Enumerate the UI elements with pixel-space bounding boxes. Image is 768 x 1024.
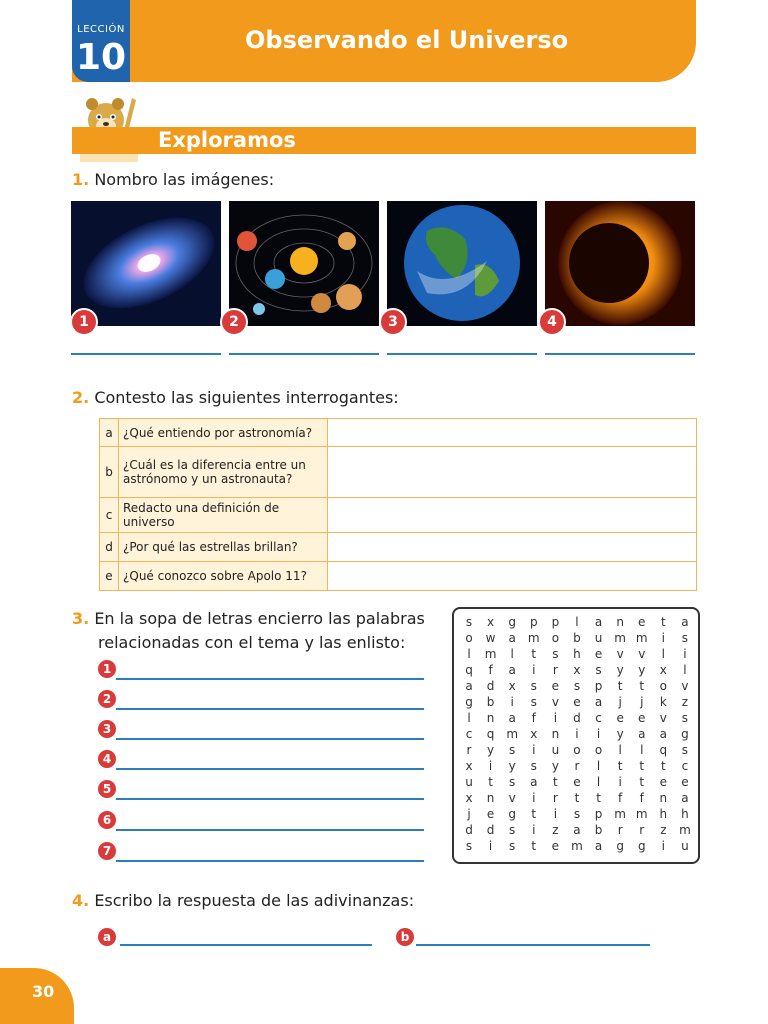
word-search-letter[interactable]: t: [574, 791, 580, 805]
word-search-letter[interactable]: m: [614, 807, 626, 821]
word-search-letter[interactable]: d: [573, 711, 581, 725]
word-search-letter[interactable]: t: [596, 791, 601, 805]
word-search-letter[interactable]: a: [638, 727, 646, 741]
riddle-label-b: b: [396, 928, 414, 946]
word-search-letter[interactable]: q: [465, 663, 473, 677]
word-search-letter[interactable]: m: [527, 631, 540, 645]
question-4: [72, 891, 414, 910]
word-search-letter[interactable]: m: [506, 727, 519, 741]
word-search-letter[interactable]: s: [509, 839, 516, 853]
riddle-answer-line-b[interactable]: [416, 944, 650, 946]
word-search-letter[interactable]: j: [467, 807, 471, 821]
eclipse-image: [545, 201, 695, 326]
word-search-letter[interactable]: i: [553, 711, 558, 725]
lesson-word: LECCIÓN: [77, 24, 125, 35]
list-number: 4: [98, 750, 116, 768]
word-search-letter[interactable]: m: [635, 631, 648, 645]
word-search-letter[interactable]: o: [659, 679, 668, 693]
word-search-letter[interactable]: x: [508, 679, 516, 693]
word-search-letter[interactable]: l: [596, 775, 601, 789]
word-search-letter[interactable]: u: [551, 743, 560, 757]
row-question: ¿Por qué las estrellas brillan?: [119, 533, 328, 562]
word-search-letter[interactable]: s: [530, 759, 537, 773]
table-row: [100, 562, 697, 591]
word-search-letter[interactable]: t: [553, 775, 558, 789]
word-search-row: [462, 839, 692, 855]
question-1-number: 1.: [72, 170, 90, 189]
word-search-letter[interactable]: r: [639, 823, 645, 837]
word-search-letter[interactable]: t: [617, 759, 623, 773]
word-search-letter[interactable]: a: [508, 631, 516, 645]
word-search-letter[interactable]: n: [486, 791, 495, 805]
word-search-row: [462, 631, 692, 647]
word-search-letter[interactable]: y: [616, 727, 624, 741]
word-search-letter[interactable]: m: [635, 807, 648, 821]
word-search-letter[interactable]: v: [681, 679, 689, 693]
word-search-letter[interactable]: a: [508, 663, 516, 677]
word-search-letter[interactable]: h: [681, 807, 689, 821]
word-search-letter[interactable]: l: [510, 647, 514, 661]
word-search-letter[interactable]: s: [573, 679, 581, 693]
list-item[interactable]: [98, 720, 424, 740]
word-search-letter[interactable]: l: [467, 647, 471, 661]
list-answer-line[interactable]: [116, 829, 424, 831]
row-question: ¿Qué entiendo por astronomía?: [119, 419, 328, 447]
word-search-letter[interactable]: t: [531, 647, 537, 661]
question-4-number: 4.: [72, 891, 90, 910]
list-item[interactable]: [98, 660, 424, 680]
word-search-letter[interactable]: e: [486, 807, 495, 821]
word-search-letter[interactable]: x: [487, 615, 495, 629]
row-letter: c: [100, 498, 119, 533]
word-search-letter[interactable]: t: [488, 775, 493, 789]
image-label-1: 1: [70, 308, 98, 336]
section-title: Exploramos: [158, 128, 296, 152]
question-3-text-line2: relacionadas con el tema y las enlisto:: [98, 633, 406, 652]
list-answer-line[interactable]: [116, 860, 424, 862]
word-search-letter[interactable]: d: [486, 823, 495, 837]
word-search-letter[interactable]: s: [552, 647, 559, 661]
word-search-letter[interactable]: w: [485, 631, 496, 645]
word-search-letter[interactable]: e: [681, 775, 689, 789]
word-search-letter[interactable]: g: [637, 839, 646, 853]
row-answer-cell[interactable]: [328, 562, 697, 591]
word-search-letter[interactable]: g: [508, 807, 516, 821]
word-search-letter[interactable]: g: [681, 727, 689, 741]
word-search-letter[interactable]: b: [486, 695, 495, 709]
word-search-row: [462, 743, 692, 759]
question-1-text: Nombro las imágenes:: [94, 170, 275, 189]
word-search-letter[interactable]: e: [616, 711, 624, 725]
word-search-letter[interactable]: z: [660, 823, 667, 837]
word-search-letter[interactable]: y: [487, 743, 495, 757]
word-search-letter[interactable]: y: [638, 663, 646, 677]
word-search-letter[interactable]: d: [486, 679, 495, 693]
word-search-letter[interactable]: u: [465, 775, 473, 789]
word-search-letter[interactable]: e: [551, 679, 560, 693]
image-label-2: 2: [220, 308, 248, 336]
list-answer-line[interactable]: [116, 678, 424, 680]
word-search-letter[interactable]: r: [466, 743, 472, 757]
word-search-letter[interactable]: t: [639, 679, 645, 693]
word-search-letter[interactable]: x: [573, 663, 581, 677]
word-search-letter[interactable]: p: [529, 615, 538, 629]
word-search-letter[interactable]: p: [551, 615, 560, 629]
word-search-letter[interactable]: g: [465, 695, 473, 709]
row-answer-cell[interactable]: [328, 533, 697, 562]
word-search-letter[interactable]: i: [488, 759, 493, 773]
word-search-letter[interactable]: s: [681, 711, 689, 725]
word-search-letter[interactable]: s: [509, 775, 516, 789]
list-number: 6: [98, 811, 116, 829]
list-item[interactable]: [98, 780, 424, 800]
word-search-letter[interactable]: a: [681, 791, 689, 805]
word-search-letter[interactable]: t: [531, 807, 537, 821]
word-search-letter[interactable]: a: [573, 823, 581, 837]
word-search-letter[interactable]: i: [553, 807, 558, 821]
list-item[interactable]: [98, 690, 424, 710]
word-search-letter[interactable]: v: [508, 791, 516, 805]
word-search-letter[interactable]: i: [532, 663, 536, 677]
table-row: [100, 419, 697, 447]
image-label-4: 4: [538, 308, 566, 336]
word-search-letter[interactable]: n: [551, 727, 560, 741]
word-search-row: [462, 695, 692, 711]
word-search-letter[interactable]: f: [488, 663, 493, 677]
word-search-letter[interactable]: f: [618, 791, 623, 805]
list-answer-line[interactable]: [116, 798, 424, 800]
word-search-row: [462, 711, 692, 727]
word-search-letter[interactable]: p: [594, 807, 603, 821]
riddle-answer-line-a[interactable]: [120, 944, 372, 946]
list-number: 2: [98, 690, 116, 708]
row-answer-cell[interactable]: [328, 498, 697, 533]
word-search-letter[interactable]: c: [681, 759, 689, 773]
word-search-letter[interactable]: a: [508, 711, 516, 725]
list-number: 1: [98, 660, 116, 678]
word-search-letter[interactable]: z: [552, 823, 559, 837]
word-search-letter[interactable]: s: [573, 807, 581, 821]
question-4-text: Escribo la respuesta de las adivinanzas:: [94, 891, 415, 910]
list-number: 3: [98, 720, 116, 738]
word-search-letter[interactable]: x: [530, 727, 538, 741]
word-search-letter[interactable]: j: [640, 695, 644, 709]
word-search-letter[interactable]: e: [638, 615, 646, 629]
page-title: Observando el Universo: [245, 26, 569, 54]
word-search-letter[interactable]: i: [532, 791, 536, 805]
word-search-letter[interactable]: i: [661, 631, 666, 645]
list-number: 7: [98, 842, 116, 860]
word-search-letter[interactable]: y: [508, 759, 516, 773]
answer-line-1[interactable]: [71, 353, 221, 355]
word-search-letter[interactable]: r: [552, 663, 558, 677]
word-search-row: [462, 615, 692, 631]
word-search-letter[interactable]: a: [681, 615, 689, 629]
word-search-letter[interactable]: j: [618, 695, 622, 709]
word-search-row: [462, 647, 692, 663]
word-search-letter[interactable]: s: [509, 743, 516, 757]
word-search-letter[interactable]: s: [530, 679, 537, 693]
word-search-letter[interactable]: k: [659, 695, 667, 709]
word-search-letter[interactable]: m: [614, 631, 626, 645]
word-search-letter[interactable]: c: [595, 711, 602, 725]
word-search-row: [462, 775, 692, 791]
word-search-letter[interactable]: u: [681, 839, 689, 853]
word-search-letter[interactable]: s: [509, 823, 516, 837]
word-search-letter[interactable]: s: [465, 615, 473, 629]
word-search-row: [462, 727, 692, 743]
word-search-letter[interactable]: t: [660, 759, 666, 773]
list-answer-line[interactable]: [116, 738, 424, 740]
word-search-letter[interactable]: n: [486, 711, 495, 725]
word-search-letter[interactable]: y: [551, 759, 559, 773]
word-search-letter[interactable]: e: [638, 711, 646, 725]
word-search-letter[interactable]: l: [467, 711, 471, 725]
word-search-letter[interactable]: i: [661, 839, 666, 853]
galaxy-image: [71, 201, 221, 326]
table-row: [100, 447, 697, 498]
word-search-letter[interactable]: x: [659, 663, 667, 677]
word-search-letter[interactable]: b: [573, 631, 581, 645]
list-item[interactable]: [98, 750, 424, 770]
word-search-letter[interactable]: t: [531, 839, 537, 853]
word-search-letter[interactable]: g: [616, 839, 624, 853]
word-search-letter[interactable]: v: [551, 695, 559, 709]
row-question: ¿Qué conozco sobre Apolo 11?: [119, 562, 328, 591]
word-search-letter[interactable]: r: [552, 791, 558, 805]
row-letter: b: [100, 447, 119, 498]
question-1: [72, 170, 274, 189]
page-number: 30: [32, 982, 55, 1001]
word-search-letter[interactable]: c: [465, 727, 473, 741]
word-search-row: [462, 679, 692, 695]
row-answer-cell[interactable]: [328, 447, 697, 498]
image-label-3: 3: [379, 308, 407, 336]
word-search-letter[interactable]: t: [639, 759, 645, 773]
word-search-letter[interactable]: m: [571, 839, 583, 853]
row-question: Redacto una definición de universo: [119, 498, 328, 533]
word-search-letter[interactable]: s: [595, 663, 602, 677]
word-search-letter[interactable]: o: [594, 743, 603, 757]
question-3-number: 3.: [72, 609, 90, 628]
word-search-letter[interactable]: i: [532, 743, 536, 757]
word-search-letter[interactable]: n: [659, 791, 668, 805]
word-search-letter[interactable]: l: [575, 615, 579, 629]
word-search-letter[interactable]: e: [659, 775, 668, 789]
list-answer-line[interactable]: [116, 768, 424, 770]
word-search-letter[interactable]: t: [617, 679, 623, 693]
question-2-text: Contesto las siguientes interrogantes:: [94, 388, 399, 407]
word-search-row: [462, 759, 692, 775]
word-search-letter[interactable]: e: [573, 775, 581, 789]
word-search-letter[interactable]: t: [660, 615, 666, 629]
word-search-letter[interactable]: l: [683, 663, 687, 677]
questions-table: [99, 418, 697, 591]
table-row: [100, 498, 697, 533]
word-search-letter[interactable]: a: [659, 727, 668, 741]
word-search-letter[interactable]: i: [618, 775, 622, 789]
word-search-letter[interactable]: d: [465, 823, 473, 837]
lesson-number: 10: [75, 37, 127, 78]
word-search-letter[interactable]: h: [573, 647, 581, 661]
word-search-letter[interactable]: o: [465, 631, 473, 645]
word-search-letter[interactable]: l: [618, 743, 622, 757]
word-search-letter[interactable]: v: [638, 647, 646, 661]
word-search-letter[interactable]: a: [594, 839, 603, 853]
word-search-letter[interactable]: n: [616, 615, 624, 629]
list-answer-line[interactable]: [116, 708, 424, 710]
word-search-letter[interactable]: m: [679, 823, 691, 837]
riddle-label-a: a: [98, 928, 116, 946]
word-search-letter[interactable]: q: [486, 727, 495, 741]
word-search-letter[interactable]: q: [659, 743, 668, 757]
word-search-letter[interactable]: f: [531, 711, 536, 725]
word-search-letter[interactable]: v: [659, 711, 667, 725]
word-search-letter[interactable]: i: [683, 647, 687, 661]
word-search-row: [462, 807, 692, 823]
row-letter: d: [100, 533, 119, 562]
word-search-letter[interactable]: b: [594, 823, 603, 837]
word-search-letter[interactable]: e: [551, 839, 560, 853]
word-search-grid[interactable]: [452, 607, 700, 864]
word-search-letter[interactable]: s: [465, 839, 473, 853]
list-number: 5: [98, 780, 116, 798]
word-search-letter[interactable]: i: [575, 727, 579, 741]
row-question: ¿Cuál es la diferencia entre un astrónomo y un astronauta?: [119, 447, 328, 498]
word-search-letter[interactable]: s: [530, 695, 537, 709]
word-search-letter[interactable]: v: [616, 647, 624, 661]
word-search-letter[interactable]: l: [661, 647, 666, 661]
word-search-letter[interactable]: a: [594, 695, 603, 709]
word-search-letter[interactable]: a: [594, 615, 603, 629]
word-search-letter[interactable]: i: [532, 823, 536, 837]
word-search-letter[interactable]: r: [617, 823, 623, 837]
word-search-letter[interactable]: g: [508, 615, 516, 629]
word-search-letter[interactable]: s: [681, 631, 689, 645]
word-search-letter[interactable]: t: [639, 775, 645, 789]
question-3: [72, 607, 425, 655]
word-search-letter[interactable]: u: [594, 631, 603, 645]
word-search-row: [462, 823, 692, 839]
list-item[interactable]: [98, 811, 424, 831]
row-answer-cell[interactable]: [328, 419, 697, 447]
answer-line-2[interactable]: [229, 353, 379, 355]
question-3-text-line1: En la sopa de letras encierro las palabras: [94, 609, 425, 628]
earth-image: [387, 201, 537, 326]
word-search-letter[interactable]: i: [488, 839, 493, 853]
word-search-letter[interactable]: h: [659, 807, 668, 821]
answer-line-3[interactable]: [387, 353, 537, 355]
word-search-letter[interactable]: l: [640, 743, 644, 757]
word-search-letter[interactable]: o: [551, 631, 560, 645]
word-search-letter[interactable]: f: [639, 791, 644, 805]
word-search-letter[interactable]: s: [681, 743, 689, 757]
lesson-badge: [72, 0, 130, 82]
word-search-letter[interactable]: z: [681, 695, 689, 709]
question-2: [72, 388, 399, 407]
word-search-letter[interactable]: m: [484, 647, 497, 661]
word-search-letter[interactable]: i: [596, 727, 601, 741]
word-search-letter[interactable]: r: [574, 759, 580, 773]
word-search-letter[interactable]: e: [573, 695, 581, 709]
list-item[interactable]: [98, 842, 424, 862]
word-search-row: [462, 663, 692, 679]
word-search-letter[interactable]: l: [596, 759, 601, 773]
row-letter: e: [100, 562, 119, 591]
word-search-letter[interactable]: x: [465, 759, 473, 773]
row-letter: a: [100, 419, 119, 447]
solar-system-image: [229, 201, 379, 326]
word-search-letter[interactable]: i: [510, 695, 514, 709]
answer-line-4[interactable]: [545, 353, 695, 355]
question-2-number: 2.: [72, 388, 90, 407]
word-search-letter[interactable]: o: [573, 743, 581, 757]
word-search-letter[interactable]: y: [616, 663, 624, 677]
word-search-letter[interactable]: e: [594, 647, 603, 661]
word-search-row: [462, 791, 692, 807]
word-search-letter[interactable]: x: [465, 791, 473, 805]
word-search-letter[interactable]: p: [594, 679, 603, 693]
word-search-letter[interactable]: a: [530, 775, 538, 789]
word-search-letter[interactable]: a: [465, 679, 473, 693]
table-row: [100, 533, 697, 562]
